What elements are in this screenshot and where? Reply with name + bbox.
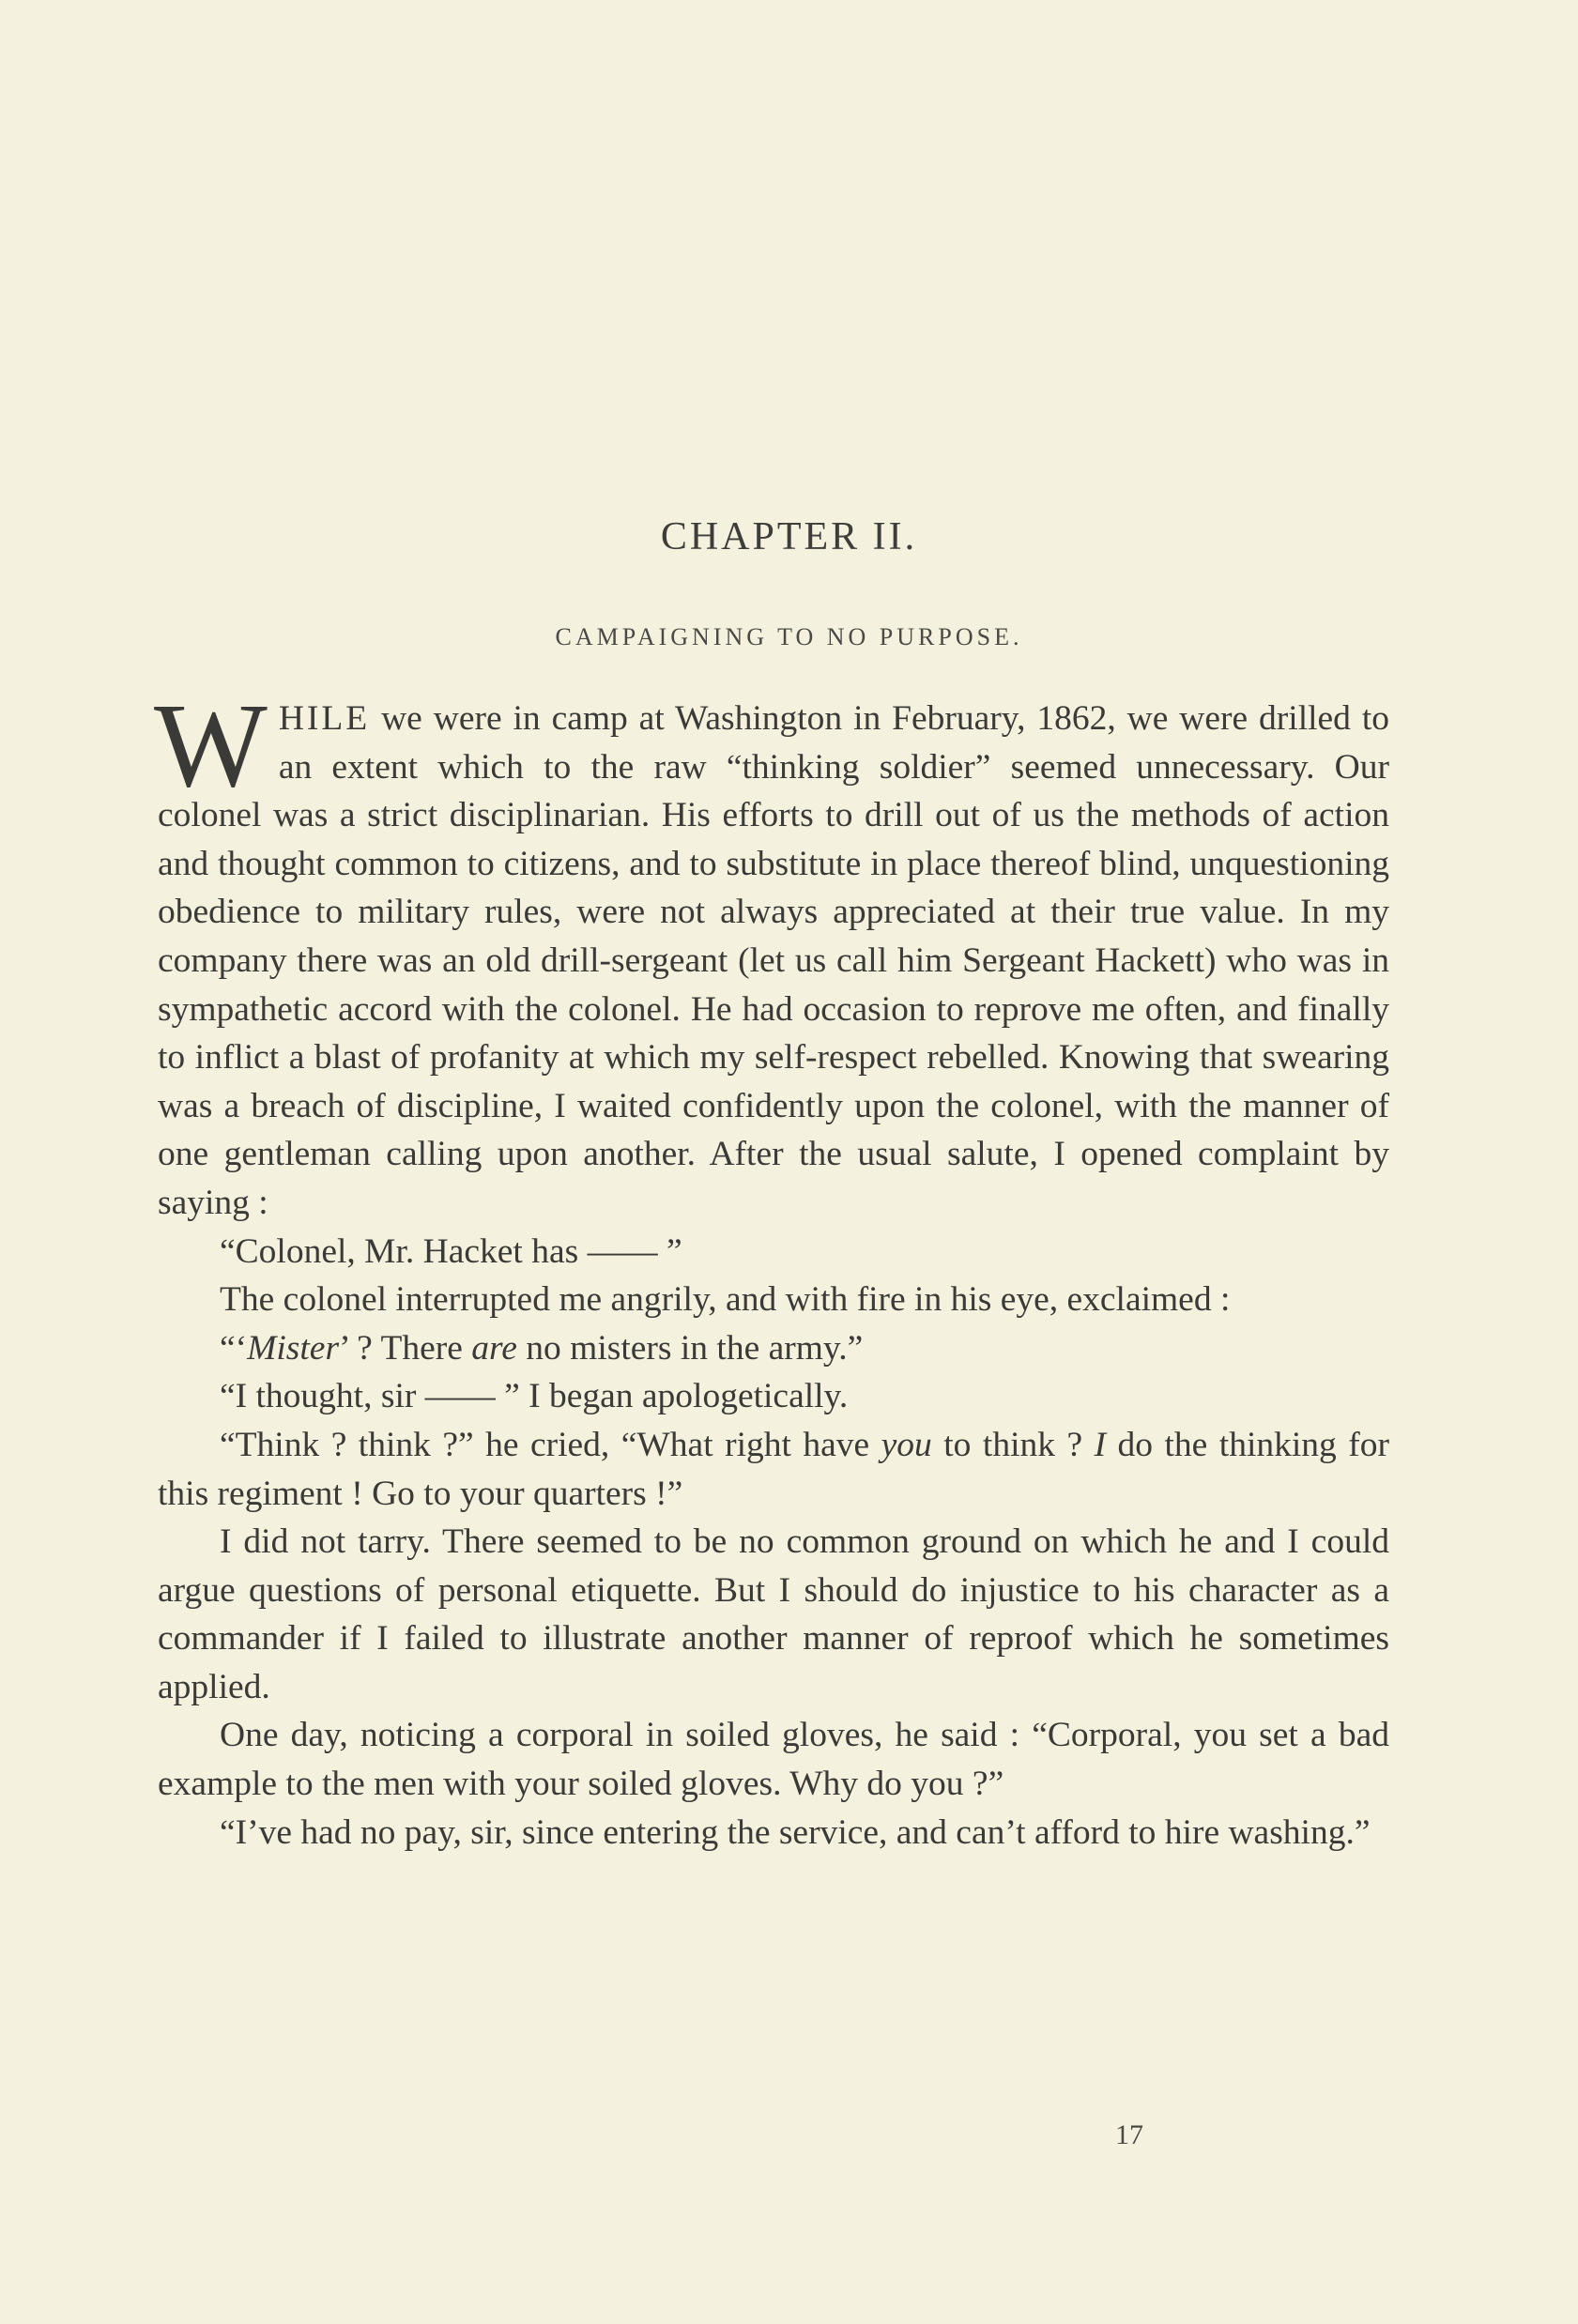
p4-mid: ’ ? There (339, 1328, 472, 1368)
paragraph-4 (158, 1324, 1389, 1373)
page-number: 17 (1115, 2119, 1143, 2150)
p6-b: to think ? (931, 1425, 1095, 1464)
first-word: HILE (278, 699, 371, 738)
paragraph-8: One day, noticing a corporal in soiled gloves, he said : “Corporal, you set a bad example to the men with your soiled gloves. Why do you ?” (158, 1716, 1389, 1804)
p4-close: no misters in the army.” (516, 1328, 864, 1368)
p6-italic-i: I (1094, 1425, 1107, 1464)
paragraph-1 (154, 679, 1389, 1228)
chapter-subtitle: CAMPAIGNING TO NO PURPOSE. (555, 623, 1023, 650)
p4-italic-are: are (471, 1328, 517, 1368)
paragraph-3: The colonel interrupted me angrily, and with fire in his eye, exclaimed : (220, 1280, 1231, 1320)
paragraph-1-text: we were in camp at Washington in February, 1862, we were drilled to an extent which to the raw “thinking soldier” seemed unnecessary. Our colonel was a strict disciplinarian. His efforts to drill out of us the methods of action and thought common to citizens, and to substitute in place thereof blind, unquestioning obedience to military rules, were not always appreciated at their true value. In my company there was an old drill-sergeant (let us call him Sergeant Hackett) who was in sympathetic accord with the colonel. He had occasion to reprove me often, and finally to inflict a blast of profanity at which my self-respect rebelled. Knowing that swearing was a breach of discipline, I waited confidently upon the colonel, with the manner of one gentleman calling upon another. After the usual salute, I opened complaint by saying : (158, 699, 1389, 1222)
p4-italic-mister: Mister (247, 1328, 340, 1368)
p4-open: “‘ (220, 1328, 248, 1368)
p6-c: do the thinking for this regiment ! Go to your quarters !” (158, 1425, 1389, 1513)
p6-a: “Think ? think ?” he cried, “What right have (220, 1425, 881, 1464)
paragraph-7: I did not tarry. There seemed to be no common ground on which he and I could argue questions of personal etiquette. But I should do injustice to his character as a commander if I failed to illustrate another manner of reproof which he sometimes applied. (158, 1522, 1389, 1706)
chapter-title: CHAPTER II. (660, 515, 918, 558)
p6-italic-you: you (881, 1425, 932, 1464)
drop-cap: W (154, 679, 268, 812)
paragraph-9: “I’ve had no pay, sir, since entering the service, and can’t afford to hire washing.” (220, 1812, 1371, 1852)
paragraph-2: “Colonel, Mr. Hacket has —— ” (220, 1231, 682, 1271)
paragraph-6 (158, 1421, 1389, 1518)
chapter-body (154, 679, 1389, 1857)
paragraph-5: “I thought, sir —— ” I began apologetically. (220, 1377, 849, 1416)
